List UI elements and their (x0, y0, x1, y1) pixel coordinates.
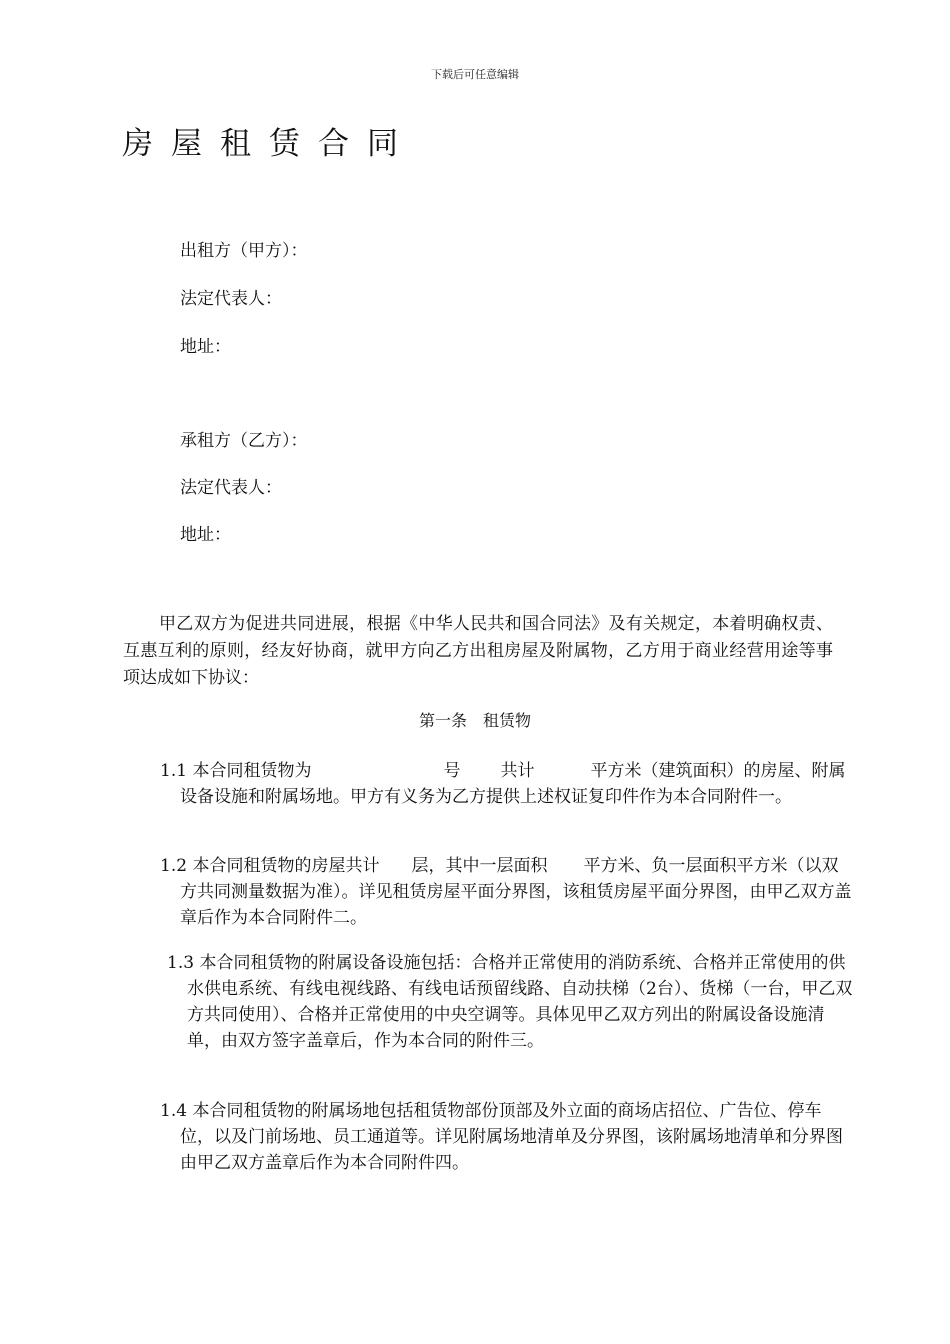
clause-1-2-part-b: 层，其中一层面积 (411, 856, 548, 876)
clause-1-3: 1.3 本合同租赁物的附属设备设施包括：合格并正常使用的消防系统、合格并正常使用的供水供电系统、有线电视线路、有线电话预留线路、自动扶梯（2台）、货梯（一台，甲乙双方共同使用）、合格并正常使用的中央空调等。具体见甲乙双方列出的附属设备设施清单，由双方签字盖章后，作为本合同的附件三。 (167, 953, 853, 1051)
clause-1-1-part-a: 1.1 本合同租赁物为 (160, 761, 312, 781)
clause-1-1-part-c: 共计 (500, 761, 535, 781)
clause-1-1 (160, 758, 855, 810)
clause-1-2-part-c: 平方米、负一层面积 (583, 856, 737, 876)
lessee-address-label: 地址： (180, 525, 231, 545)
lessor-address-label: 地址： (180, 337, 231, 357)
header-note: 下载后可任意编辑 (431, 68, 519, 81)
clause-1-4: 1.4 本合同租赁物的附属场地包括租赁物部份顶部及外立面的商场店招位、广告位、停车位，以及门前场地、员工通道等。详见附属场地清单及分界图，该附属场地清单和分界图由甲乙双方盖章后作为本合同附件四。 (160, 1101, 843, 1173)
article-1-title: 第一条 租赁物 (418, 711, 531, 730)
clause-1-1-part-b: 号 (443, 761, 461, 781)
preamble-paragraph: 甲乙双方为促进共同进展，根据《中华人民共和国合同法》及有关规定，本着明确权责、互惠互利的原则，经友好协商，就甲方向乙方出租房屋及附属物，乙方用于商业经营用途等事项达成如下协议： (123, 614, 833, 688)
clause-1-2 (160, 853, 855, 931)
lessee-party-label: 承租方（乙方）： (180, 431, 308, 451)
clause-1-2-part-a: 1.2 本合同租赁物的房屋共计 (160, 856, 380, 876)
document-title: 房屋租赁合同 (122, 126, 416, 162)
clause-1-2-part-d: 平方米（以双方共同测量数据为准）。详见租赁房屋平面分界图，该租赁房屋平面分界图，由甲乙双方盖章后作为本合同附件二。 (180, 856, 852, 928)
lessor-rep-label: 法定代表人： (180, 289, 282, 309)
lessor-party-label: 出租方（甲方）： (180, 241, 308, 261)
clause-1-1-part-d: 平方米（建筑面积）的房屋、附属设备设施和附属场地。甲方有义务为乙方提供上述权证复印件作为本合同附件一。 (180, 761, 846, 807)
lessee-rep-label: 法定代表人： (180, 478, 282, 498)
